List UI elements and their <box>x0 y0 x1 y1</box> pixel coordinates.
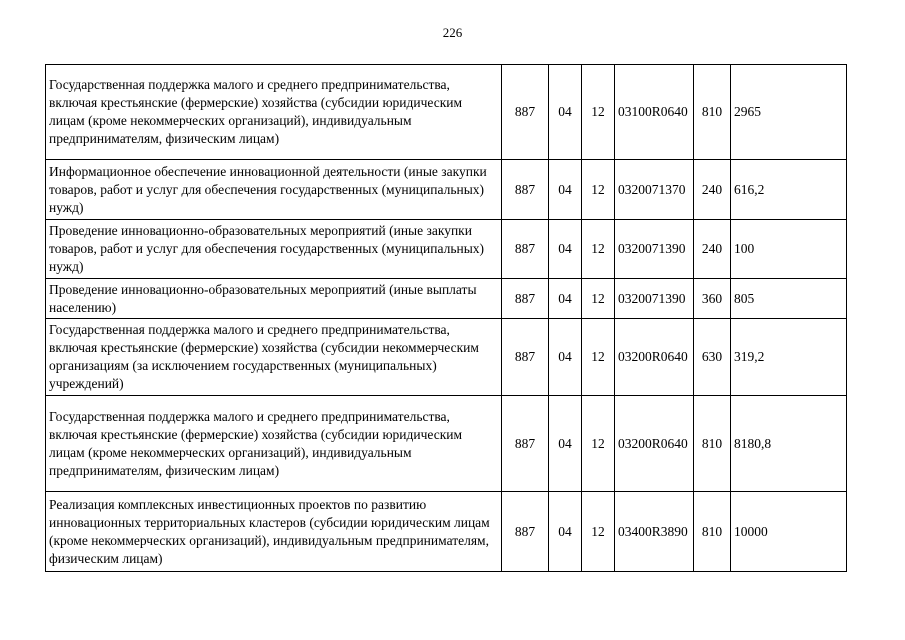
amount: 805 <box>731 279 847 319</box>
expense-type-code: 240 <box>694 160 731 220</box>
target-article-code: 03200R0640 <box>615 396 694 492</box>
ministry-code: 887 <box>502 220 549 279</box>
amount: 2965 <box>731 65 847 160</box>
ministry-code: 887 <box>502 319 549 396</box>
section-code: 04 <box>549 220 582 279</box>
ministry-code: 887 <box>502 396 549 492</box>
table-row <box>46 319 847 396</box>
target-article-code: 03100R0640 <box>615 65 694 160</box>
amount: 10000 <box>731 492 847 572</box>
target-article-code: 03400R3890 <box>615 492 694 572</box>
amount: 616,2 <box>731 160 847 220</box>
expense-type-code: 630 <box>694 319 731 396</box>
subsection-code: 12 <box>582 65 615 160</box>
table-row <box>46 160 847 220</box>
target-article-code: 03200R0640 <box>615 319 694 396</box>
subsection-code: 12 <box>582 160 615 220</box>
table-row <box>46 396 847 492</box>
row-description: Государственная поддержка малого и среднего предпринимательства, включая крестьянские (фермерские) хозяйства (субсидии юридическим лицам (кроме некоммерческих организаций), индивидуальным предпринимателям, физическим лицам) <box>46 396 502 492</box>
table-row <box>46 492 847 572</box>
subsection-code: 12 <box>582 319 615 396</box>
subsection-code: 12 <box>582 220 615 279</box>
table-row <box>46 279 847 319</box>
table-row <box>46 220 847 279</box>
expense-type-code: 240 <box>694 220 731 279</box>
expense-type-code: 810 <box>694 65 731 160</box>
subsection-code: 12 <box>582 492 615 572</box>
page-number: 226 <box>442 25 463 40</box>
expense-type-code: 810 <box>694 492 731 572</box>
ministry-code: 887 <box>502 492 549 572</box>
budget-table <box>45 64 847 572</box>
section-code: 04 <box>549 319 582 396</box>
ministry-code: 887 <box>502 160 549 220</box>
row-description: Реализация комплексных инвестиционных проектов по развитию инновационных территориальных кластеров (субсидии юридическим лицам (кроме некоммерческих организаций), индивидуальным предпринимателям, физическим лицам) <box>46 492 502 572</box>
row-description: Государственная поддержка малого и среднего предпринимательства, включая крестьянские (фермерские) хозяйства (субсидии юридическим лицам (кроме некоммерческих организаций), индивидуальным предпринимателям, физическим лицам) <box>46 65 502 160</box>
row-description: Государственная поддержка малого и среднего предпринимательства, включая крестьянские (фермерские) хозяйства (субсидии некоммерческим организациям (за исключением государственных (муниципальных) учреждений) <box>46 319 502 396</box>
section-code: 04 <box>549 279 582 319</box>
amount: 319,2 <box>731 319 847 396</box>
amount: 8180,8 <box>731 396 847 492</box>
target-article-code: 0320071390 <box>615 220 694 279</box>
expense-type-code: 360 <box>694 279 731 319</box>
ministry-code: 887 <box>502 65 549 160</box>
ministry-code: 887 <box>502 279 549 319</box>
target-article-code: 0320071370 <box>615 160 694 220</box>
expense-type-code: 810 <box>694 396 731 492</box>
table-row <box>46 65 847 160</box>
amount: 100 <box>731 220 847 279</box>
subsection-code: 12 <box>582 279 615 319</box>
row-description: Информационное обеспечение инновационной деятельности (иные закупки товаров, работ и услуг для обеспечения государственных (муниципальных) нужд) <box>46 160 502 220</box>
subsection-code: 12 <box>582 396 615 492</box>
target-article-code: 0320071390 <box>615 279 694 319</box>
row-description: Проведение инновационно-образовательных мероприятий (иные закупки товаров, работ и услуг для обеспечения государственных (муниципальных) нужд) <box>46 220 502 279</box>
section-code: 04 <box>549 396 582 492</box>
row-description: Проведение инновационно-образовательных мероприятий (иные выплаты населению) <box>46 279 502 319</box>
section-code: 04 <box>549 65 582 160</box>
section-code: 04 <box>549 160 582 220</box>
section-code: 04 <box>549 492 582 572</box>
